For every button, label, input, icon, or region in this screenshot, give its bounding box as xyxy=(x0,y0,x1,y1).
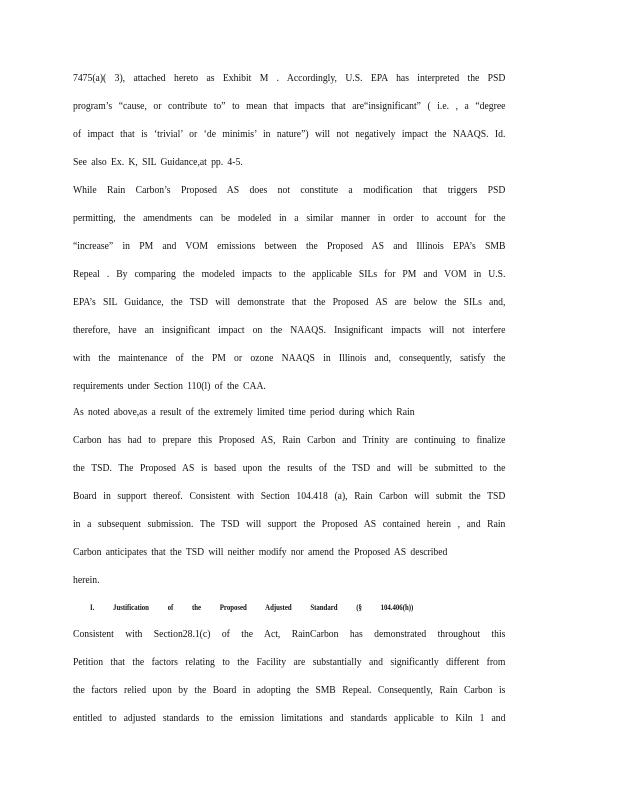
text-line: EPA’s SIL Guidance, the TSD will demonstrate that the Proposed AS are below the SILs and, xyxy=(73,297,506,308)
text-line: Carbon anticipates that the TSD will neither modify nor amend the Proposed AS described xyxy=(73,547,448,558)
text-line: requirements under Section 110(l) of the CAA. xyxy=(73,381,266,392)
text-line: While Rain Carbon’s Proposed AS does not constitute a modification that triggers PSD xyxy=(73,185,506,196)
text-line: in a subsequent submission. The TSD will support the Proposed AS contained herein , and Rain xyxy=(73,519,506,530)
text-line: Board in support thereof. Consistent with Section 104.418 (a), Rain Carbon will submit the TSD xyxy=(73,491,506,502)
text-line: permitting, the amendments can be modeled in a similar manner in order to account for the xyxy=(73,213,506,224)
text-line: As noted above,as a result of the extremely limited time period during which Rain xyxy=(73,407,415,418)
text-line: 7475(a)( 3), attached hereto as Exhibit M . Accordingly, U.S. EPA has interpreted the PSD xyxy=(73,73,506,84)
text-line: entitled to adjusted standards to the emission limitations and standards applicable to Kiln 1 and xyxy=(73,713,506,724)
text-line: the factors relied upon by the Board in adopting the SMB Repeal. Consequently, Rain Carbon is xyxy=(73,685,506,696)
text-line: with the maintenance of the PM or ozone NAAQS in Illinois and, consequently, satisfy the xyxy=(73,353,506,364)
text-line: of impact that is ‘trivial’ or ‘de minimis’ in nature”) will not negatively impact the NAAQS. Id. xyxy=(73,129,506,140)
text-line: program’s “cause, or contribute to” to mean that impacts that are“insignificant” ( i.e. , a “degree xyxy=(73,101,506,112)
text-line: therefore, have an insignificant impact on the NAAQS. Insignificant impacts will not interfere xyxy=(73,325,506,336)
text-line: the TSD. The Proposed AS is based upon the results of the TSD and will be submitted to the xyxy=(73,463,506,474)
section-heading: I. Justification of the Proposed Adjusted Standard (§ 104.406(h)) xyxy=(90,603,414,612)
text-line: Carbon has had to prepare this Proposed AS, Rain Carbon and Trinity are continuing to finalize xyxy=(73,435,506,446)
text-line: herein. xyxy=(73,575,100,586)
text-line: Petition that the factors relating to the Facility are substantially and significantly different from xyxy=(73,657,506,668)
text-line: See also Ex. K, SIL Guidance,at pp. 4-5. xyxy=(73,157,243,168)
text-line: “increase” in PM and VOM emissions between the Proposed AS and Illinois EPA’s SMB xyxy=(73,241,506,252)
text-line: Consistent with Section28.1(c) of the Act, RainCarbon has demonstrated throughout this xyxy=(73,629,506,640)
text-line: Repeal . By comparing the modeled impacts to the applicable SILs for PM and VOM in U.S. xyxy=(73,269,506,280)
